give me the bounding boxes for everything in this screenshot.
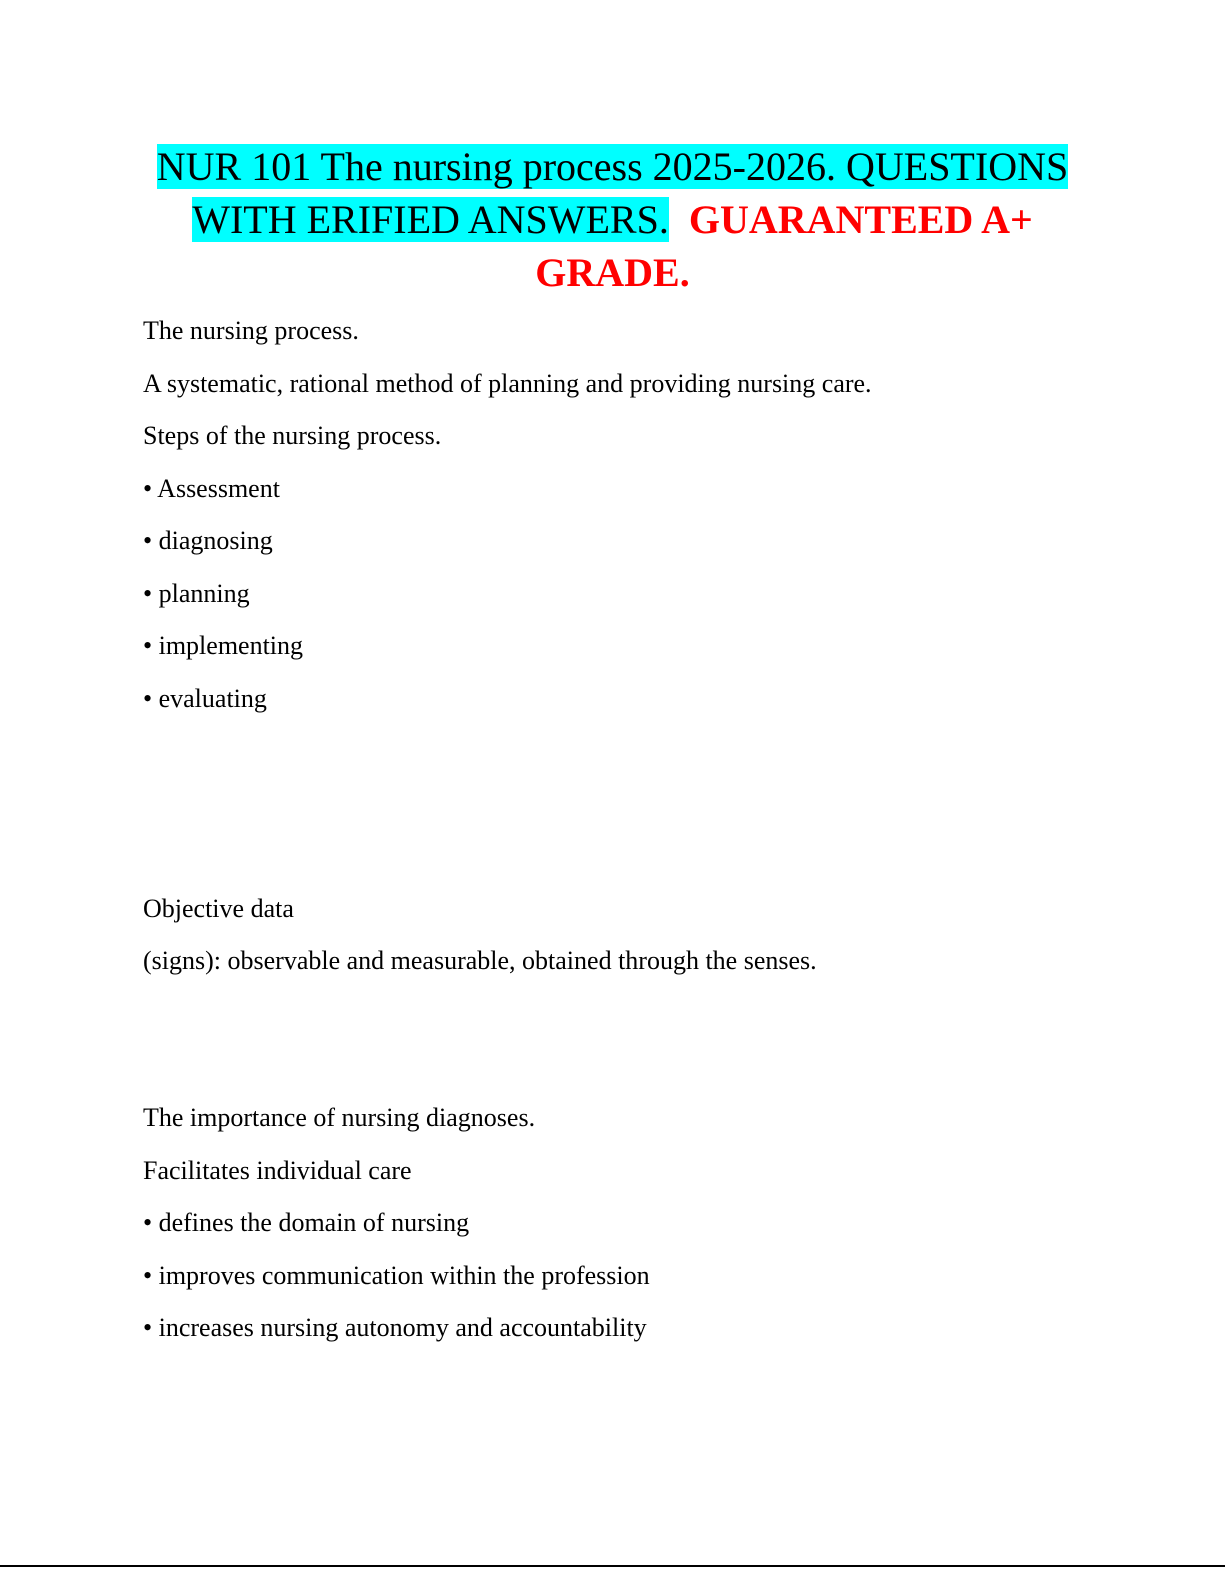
list-item: • Assessment [143, 474, 280, 503]
title-guarantee: GUARANTEED A+ GRADE. [535, 197, 1033, 295]
list-item: • diagnosing [143, 526, 273, 555]
document-title [120, 140, 1105, 299]
list-item: • improves communication within the profession [143, 1261, 650, 1290]
answer-text: A systematic, rational method of planning and providing nursing care. [143, 369, 872, 398]
list-item: • defines the domain of nursing [143, 1208, 470, 1237]
title-highlighted-line-2: WITH ERIFIED ANSWERS. [192, 197, 669, 242]
question-text: The nursing process. [143, 316, 359, 345]
answer-text: Facilitates individual care [143, 1156, 412, 1185]
question-text: The importance of nursing diagnoses. [143, 1103, 536, 1132]
list-item: • evaluating [143, 684, 267, 713]
page-bottom-border [0, 1565, 1225, 1567]
answer-text: (signs): observable and measurable, obtained through the senses. [143, 946, 817, 975]
question-text: Objective data [143, 894, 294, 923]
title-highlighted-line-1: NUR 101 The nursing process 2025-2026. QUESTIONS [156, 144, 1069, 189]
list-item: • planning [143, 579, 250, 608]
question-text: Steps of the nursing process. [143, 421, 442, 450]
list-item: • increases nursing autonomy and accountability [143, 1313, 647, 1342]
list-item: • implementing [143, 631, 304, 660]
